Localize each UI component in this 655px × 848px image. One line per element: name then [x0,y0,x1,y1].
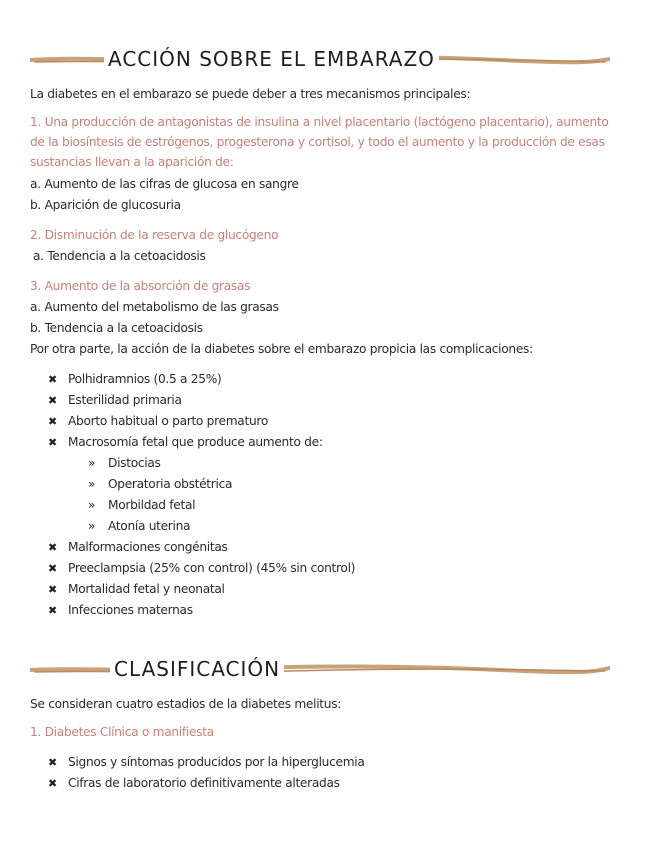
list-item: ✖ Esterilidad primaria [48,390,355,411]
x-mark-bullet-icon: ✖ [48,541,57,554]
x-mark-bullet-icon: ✖ [48,436,57,449]
intro-text: La diabetes en el embarazo se puede deber a tres mecanismos principales: [30,87,471,101]
list-item: » Atonía uterina [88,516,355,537]
list-item: ✖ Infecciones maternas [48,600,355,621]
mechanism-2: 2. Disminución de la reserva de glucógeno [30,228,279,242]
list-item: ✖ Cifras de laboratorio definitivamente alteradas [48,773,365,794]
mechanism-2-a: a. Tendencia a la cetoacidosis [33,249,206,263]
x-mark-bullet-icon: ✖ [48,394,57,407]
section-title: ACCIÓN SOBRE EL EMBARAZO [104,46,439,72]
mechanism-3: 3. Aumento de la absorción de grasas [30,279,251,293]
list-item: ✖ Macrosomía fetal que produce aumento de: » Distocias » Operatoria obstétrica » Morbildad fetal » Atonía uterina [48,432,355,537]
mechanism-1: 1. Una producción de antagonistas de insulina a nivel placentario (lactógeno placentario), aumento de la biosíntesis de estrógenos, progesterona y cortisol, y todo el aumento y la producción de esas sustancias llevan a la aparición de: [30,115,609,169]
list-item: ✖ Polhidramnios (0.5 a 25%) [48,369,355,390]
list-item: » Operatoria obstétrica [88,474,355,495]
x-mark-bullet-icon: ✖ [48,562,57,575]
double-chevron-bullet-icon: » [88,477,96,491]
list-item: ✖ Preeclampsia (25% con control) (45% sin control) [48,558,355,579]
complications-intro: Por otra parte, la acción de la diabetes sobre el embarazo propicia las complicaciones: [30,342,533,356]
mechanism-1-b: b. Aparición de glucosuria [30,198,181,212]
mechanism-3-b: b. Tendencia a la cetoacidosis [30,321,203,335]
double-chevron-bullet-icon: » [88,498,96,512]
complications-list [48,369,355,621]
stage-1-title: 1. Diabetes Clínica o manifiesta [30,725,214,739]
list-item: » Morbildad fetal [88,495,355,516]
x-mark-bullet-icon: ✖ [48,777,57,790]
macrosomia-sublist [68,453,355,537]
x-mark-bullet-icon: ✖ [48,756,57,769]
mechanism-3-a: a. Aumento del metabolismo de las grasas [30,300,279,314]
section-title: CLASIFICACIÓN [110,656,284,682]
x-mark-bullet-icon: ✖ [48,415,57,428]
classification-intro: Se consideran cuatro estadios de la diabetes melitus: [30,697,342,711]
x-mark-bullet-icon: ✖ [48,373,57,386]
stage-1-list [48,752,365,794]
list-item: » Distocias [88,453,355,474]
x-mark-bullet-icon: ✖ [48,583,57,596]
list-item: ✖ Mortalidad fetal y neonatal [48,579,355,600]
double-chevron-bullet-icon: » [88,519,96,533]
double-chevron-bullet-icon: » [88,456,96,470]
x-mark-bullet-icon: ✖ [48,604,57,617]
list-item: ✖ Aborto habitual o parto prematuro [48,411,355,432]
mechanism-1-a: a. Aumento de las cifras de glucosa en sangre [30,177,299,191]
list-item: ✖ Signos y síntomas producidos por la hiperglucemia [48,752,365,773]
section-heading-accion [30,44,610,74]
list-item: ✖ Malformaciones congénitas [48,537,355,558]
section-heading-clasificacion [30,654,610,684]
